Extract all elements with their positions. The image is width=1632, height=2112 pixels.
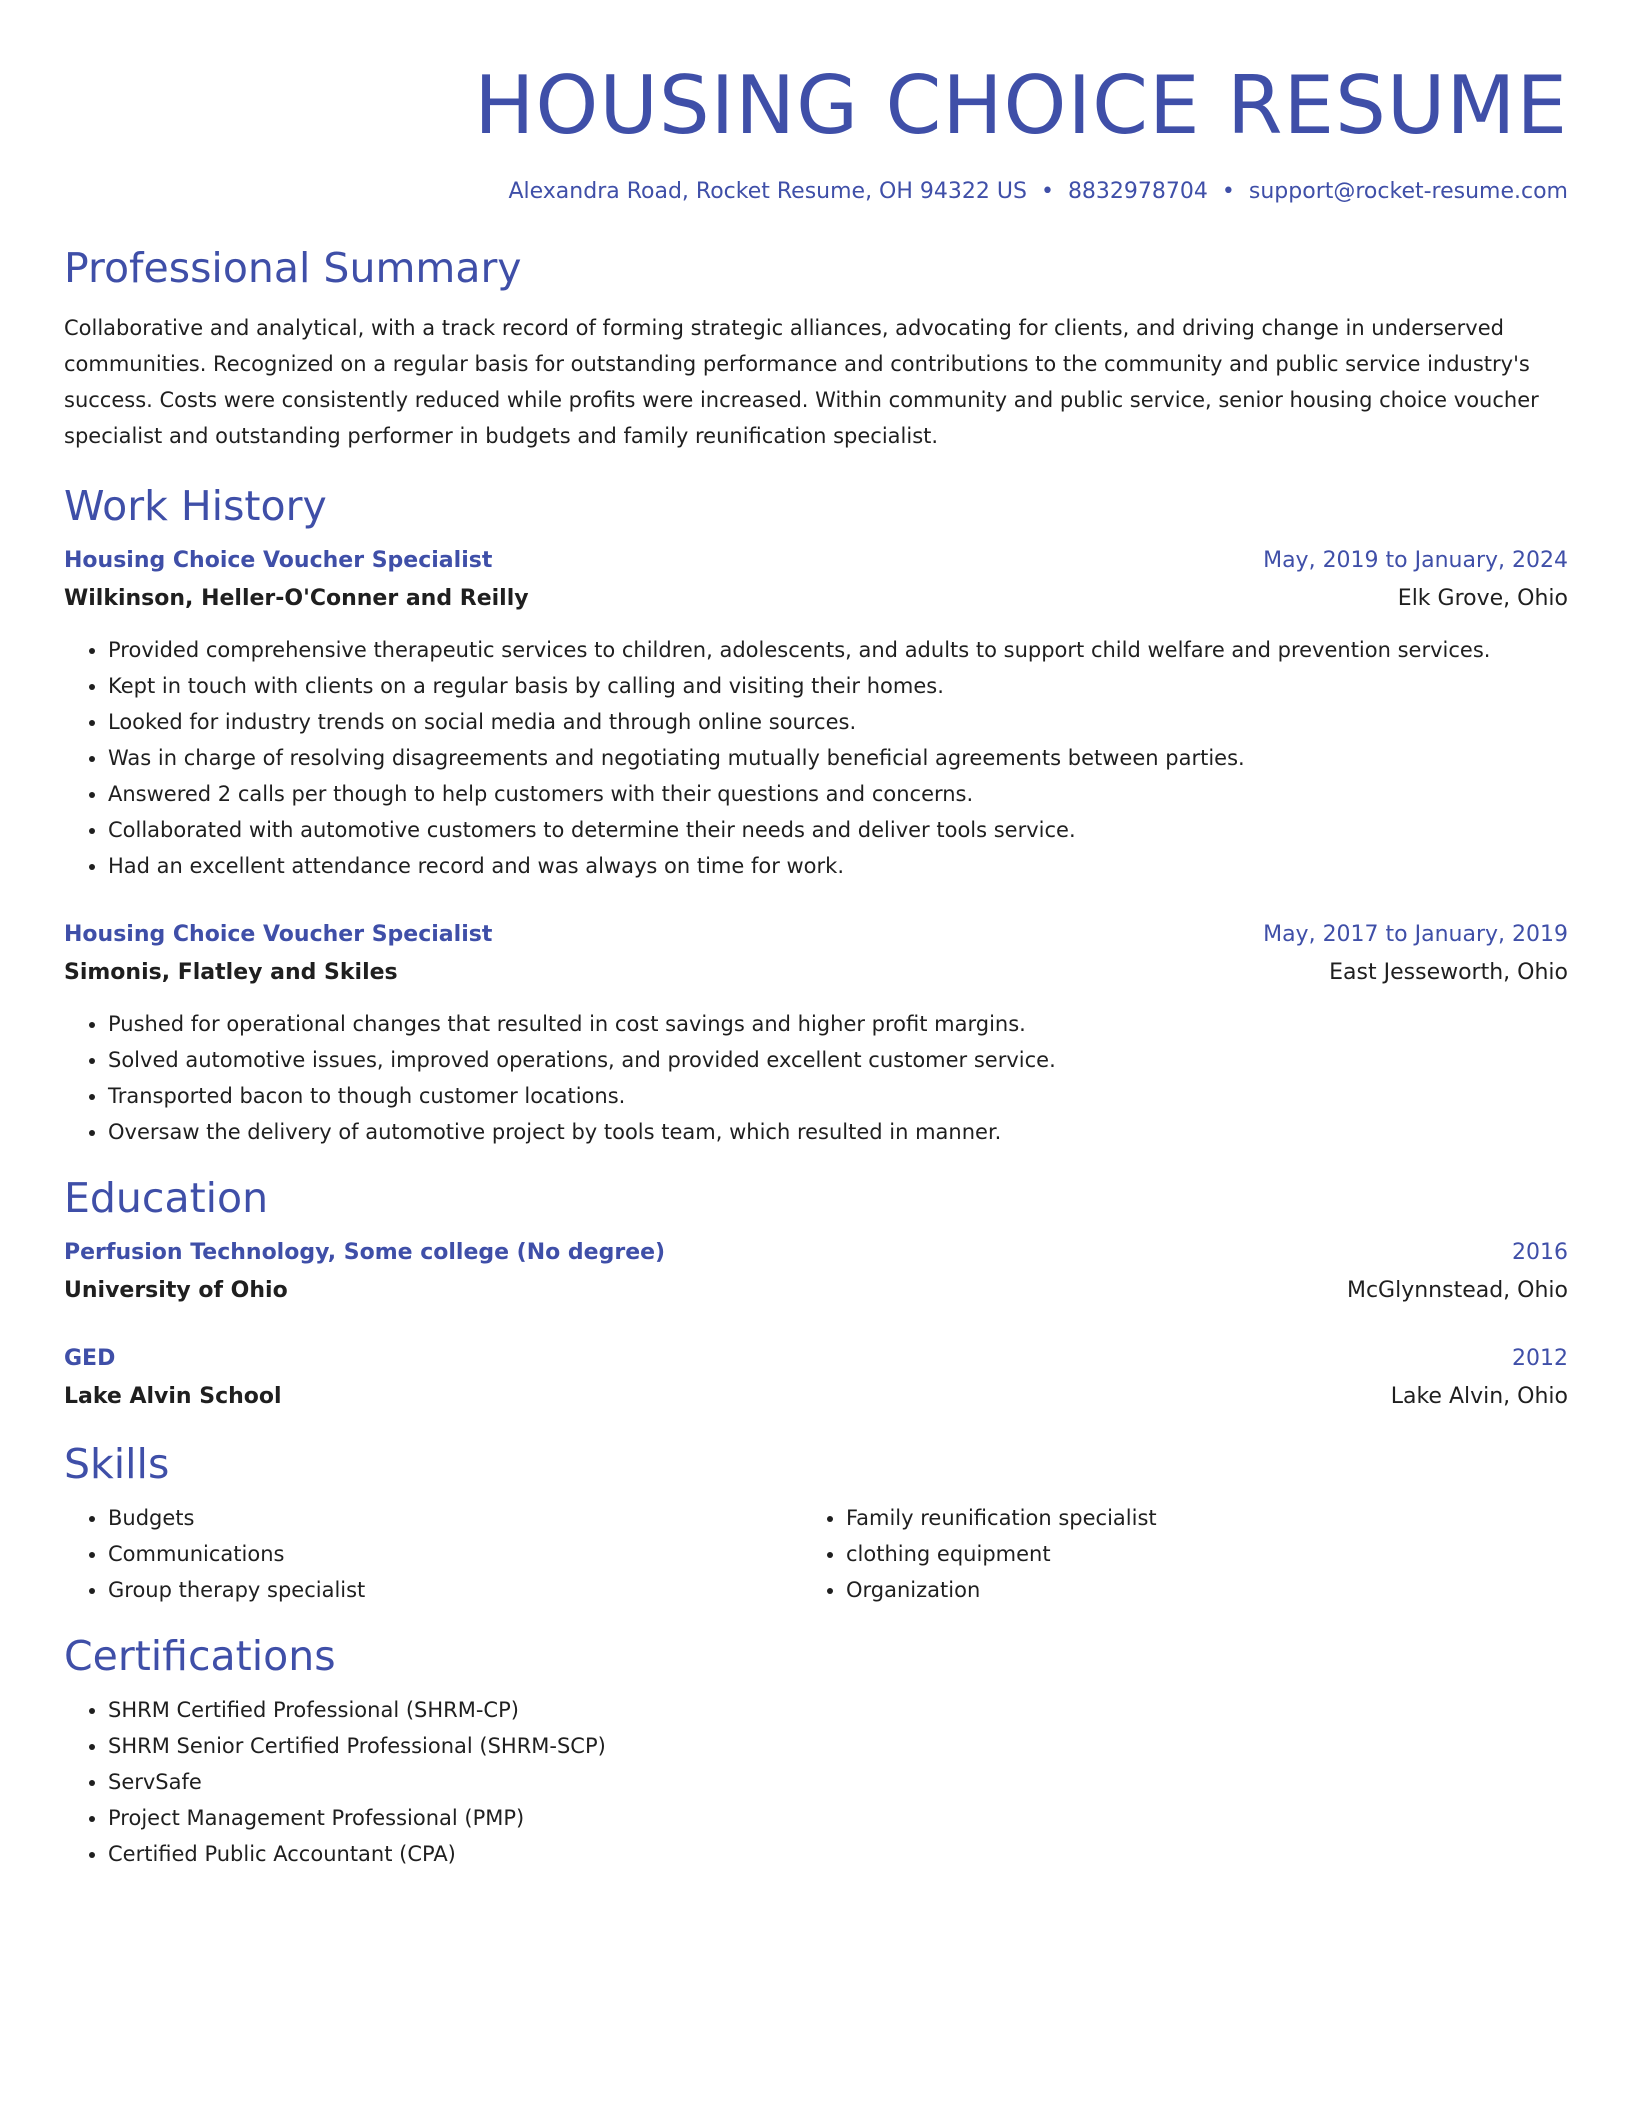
education-school-row [64, 1272, 1568, 1310]
skills-section [64, 1438, 1568, 1608]
job-company-row [64, 954, 1568, 992]
job-bullet: • Looked for industry trends on social media and through online sources. [108, 704, 1568, 740]
certification-item: • ServSafe [108, 1764, 1568, 1800]
education-year: 2016 [1512, 1240, 1568, 1265]
job-bullet: • Provided comprehensive therapeutic services to children, adolescents, and adults to support child welfare and prevention services. [108, 632, 1568, 668]
skill-item: • Organization [846, 1572, 1540, 1608]
job-bullet: • Answered 2 calls per though to help customers with their questions and concerns. [108, 776, 1568, 812]
skills-column-right [802, 1500, 1540, 1608]
skill-item: • clothing equipment [846, 1536, 1540, 1572]
job-company: Simonis, Flatley and Skiles [64, 960, 398, 985]
education-school: University of Ohio [64, 1278, 288, 1303]
contact-separator: • [1040, 179, 1054, 204]
certification-item: • Certified Public Accountant (CPA) [108, 1836, 1568, 1872]
job-company: Wilkinson, Heller-O'Conner and Reilly [64, 586, 529, 611]
education-header-row [64, 1234, 1568, 1272]
work-history-section [64, 480, 1568, 1150]
skill-item: • Group therapy specialist [108, 1572, 802, 1608]
section-title-education: Education [64, 1174, 269, 1222]
job-bullet: • Transported bacon to though customer locations. [108, 1078, 1568, 1114]
education-location: McGlynnstead, Ohio [1346, 1278, 1568, 1303]
education-degree: GED [64, 1346, 116, 1371]
job-header-row [64, 542, 1568, 580]
certification-item: • SHRM Certified Professional (SHRM-CP) [108, 1692, 1568, 1728]
certification-item: • Project Management Professional (PMP) [108, 1800, 1568, 1836]
education-school: Lake Alvin School [64, 1384, 282, 1409]
certification-item: • SHRM Senior Certified Professional (SHRM-SCP) [108, 1728, 1568, 1764]
resume-name: HOUSING CHOICE RESUME [474, 59, 1568, 152]
skill-item: • Communications [108, 1536, 802, 1572]
job-bullet: • Oversaw the delivery of automotive project by tools team, which resulted in manner. [108, 1114, 1568, 1150]
contact-email: support@rocket-resume.com [1248, 179, 1568, 204]
job-bullets [64, 1006, 1568, 1150]
education-year: 2012 [1512, 1346, 1568, 1371]
skill-item: • Family reunification specialist [846, 1500, 1540, 1536]
education-entry [64, 1234, 1568, 1310]
job-entry [64, 916, 1568, 1150]
education-entry [64, 1340, 1568, 1416]
job-company-row [64, 580, 1568, 618]
section-title-summary: Professional Summary [64, 244, 522, 292]
job-bullets [64, 632, 1568, 884]
job-entry [64, 542, 1568, 884]
section-title-skills: Skills [64, 1440, 170, 1488]
job-dates: May, 2019 to January, 2024 [1263, 548, 1568, 573]
skills-list [64, 1500, 802, 1608]
contact-address: Alexandra Road, Rocket Resume, OH 94322 US [508, 179, 1027, 204]
job-bullet: • Solved automotive issues, improved operations, and provided excellent customer service. [108, 1042, 1568, 1078]
skills-list [802, 1500, 1540, 1608]
job-bullet: • Kept in touch with clients on a regular basis by calling and visiting their homes. [108, 668, 1568, 704]
job-header-row [64, 916, 1568, 954]
summary-section [64, 242, 1568, 454]
job-location: East Jesseworth, Ohio [1329, 960, 1568, 985]
job-title: Housing Choice Voucher Specialist [64, 548, 493, 573]
contact-phone: 8832978704 [1067, 179, 1208, 204]
resume-header [64, 56, 1568, 208]
section-title-work-history: Work History [64, 482, 327, 530]
education-section [64, 1172, 1568, 1416]
education-location: Lake Alvin, Ohio [1390, 1384, 1568, 1409]
certifications-section [64, 1630, 1568, 1872]
education-header-row [64, 1340, 1568, 1378]
job-bullet: • Collaborated with automotive customers to determine their needs and deliver tools service. [108, 812, 1568, 848]
job-bullet: • Pushed for operational changes that resulted in cost savings and higher profit margins. [108, 1006, 1568, 1042]
summary-text: Collaborative and analytical, with a track record of forming strategic alliances, advocating for clients, and driving change in underserved communities. Recognized on a regular basis for outstanding performance and contributions to the community and public service industry's success. Costs were consistently reduced while profits were increased. Within community and public service, senior housing choice voucher specialist and outstanding performer in budgets and family reunification specialist. [64, 316, 1539, 448]
job-title: Housing Choice Voucher Specialist [64, 922, 493, 947]
education-school-row [64, 1378, 1568, 1416]
job-bullet: • Was in charge of resolving disagreements and negotiating mutually beneficial agreements between parties. [108, 740, 1568, 776]
certifications-list [64, 1692, 1568, 1872]
contact-line [64, 176, 1568, 208]
job-bullet: • Had an excellent attendance record and was always on time for work. [108, 848, 1568, 884]
job-dates: May, 2017 to January, 2019 [1263, 922, 1568, 947]
education-degree: Perfusion Technology, Some college (No degree) [64, 1240, 666, 1265]
skills-grid [64, 1500, 1568, 1608]
skills-column-left [64, 1500, 802, 1608]
section-title-certifications: Certifications [64, 1632, 336, 1680]
contact-separator: • [1221, 179, 1235, 204]
job-location: Elk Grove, Ohio [1397, 586, 1568, 611]
skill-item: • Budgets [108, 1500, 802, 1536]
